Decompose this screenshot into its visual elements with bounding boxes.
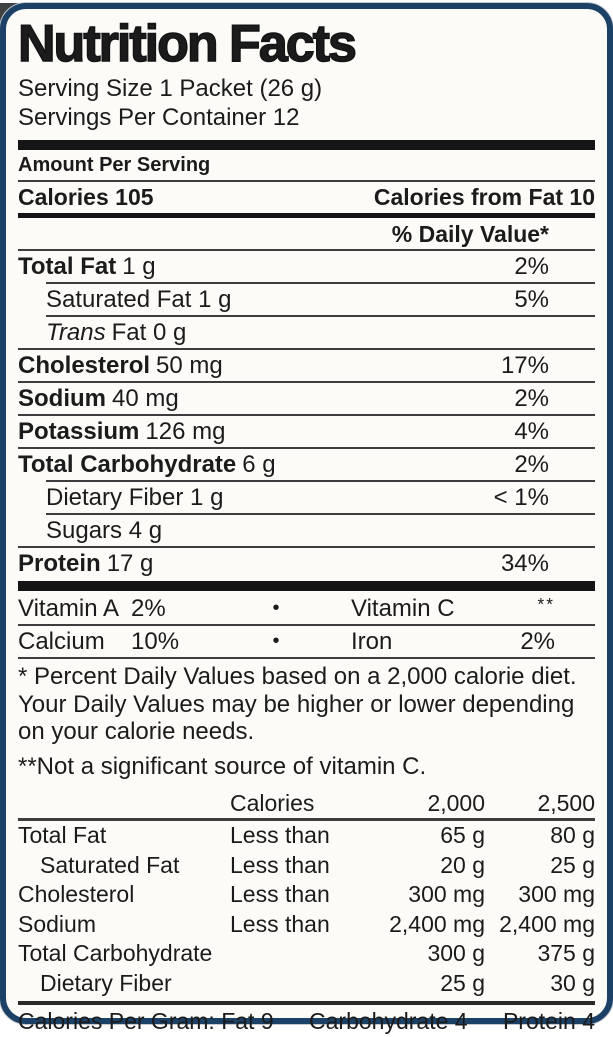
nutrient-row-potassium: Potassium 126 mg 4% <box>18 417 549 445</box>
calories-value: Calories 105 <box>18 184 154 210</box>
vitamin-row-calcium-iron: Calcium 10% • Iron 2% <box>18 627 555 655</box>
serving-size: Serving Size 1 Packet (26 g) <box>18 75 323 102</box>
nutrient-row-cholesterol: Cholesterol 50 mg 17% <box>18 351 549 379</box>
calories-row <box>18 182 595 213</box>
vitamin-row-a-c: Vitamin A 2% • Vitamin C ** <box>18 594 555 622</box>
hairline <box>18 657 595 659</box>
bullet-separator: • <box>272 597 280 619</box>
thick-separator-bar <box>18 140 595 150</box>
calories-per-gram-row <box>18 1005 595 1037</box>
calories-per-gram-protein: Protein 4 <box>502 1007 595 1034</box>
ref-row-sodium: Sodium Less than 2,400 mg 2,400 mg <box>18 910 595 937</box>
nutrition-facts-label <box>0 3 613 1034</box>
ref-row-cholesterol: Cholesterol Less than 300 mg 300 mg <box>18 881 595 908</box>
calories-per-gram-fat: Calories Per Gram: Fat 9 <box>18 1007 274 1034</box>
reference-table <box>18 789 595 999</box>
nutrient-row-saturated-fat: Saturated Fat 1 g 5% <box>46 285 549 313</box>
vitamin-list <box>18 593 595 659</box>
reference-table-header: Calories 2,000 2,500 <box>18 789 595 822</box>
nutrient-row-trans-fat: Trans Fat 0 g <box>46 318 187 346</box>
calories-from-fat: Calories from Fat 10 <box>373 184 595 210</box>
thick-separator-bar <box>18 581 595 591</box>
daily-value-header: % Daily Value* <box>18 218 595 251</box>
daily-value-footnote: * Percent Daily Values based on a 2,000 calorie diet. Your Daily Values may be higher or lower depending on your calorie needs. <box>18 663 577 745</box>
label-title: Nutrition Facts <box>18 15 355 73</box>
ref-row-saturated-fat: Saturated Fat Less than 20 g 25 g <box>40 851 595 878</box>
nutrient-row-protein: Protein 17 g 34% <box>18 549 549 577</box>
nutrient-row-dietary-fiber: Dietary Fiber 1 g < 1% <box>46 483 549 511</box>
nutrient-row-sodium: Sodium 40 mg 2% <box>18 384 549 412</box>
nutrient-row-sugars: Sugars 4 g <box>46 516 163 544</box>
nutrient-row-total-fat: Total Fat 1 g 2% <box>18 252 549 280</box>
ref-row-dietary-fiber: Dietary Fiber 25 g 30 g <box>40 969 595 996</box>
vitamin-c-footnote: **Not a significant source of vitamin C. <box>18 752 427 780</box>
servings-per-container: Servings Per Container 12 <box>18 104 300 131</box>
nutrient-list <box>18 251 595 579</box>
amount-per-serving-heading: Amount Per Serving <box>18 154 211 176</box>
bullet-separator: • <box>272 630 280 652</box>
ref-row-total-carbohydrate: Total Carbohydrate 300 g 375 g <box>18 940 595 967</box>
ref-row-total-fat: Total Fat Less than 65 g 80 g <box>18 822 595 849</box>
nutrient-row-total-carbohydrate: Total Carbohydrate 6 g 2% <box>18 450 549 478</box>
calories-per-gram-carbohydrate: Carbohydrate 4 <box>309 1007 468 1034</box>
double-asterisk-marker: ** <box>537 594 555 614</box>
